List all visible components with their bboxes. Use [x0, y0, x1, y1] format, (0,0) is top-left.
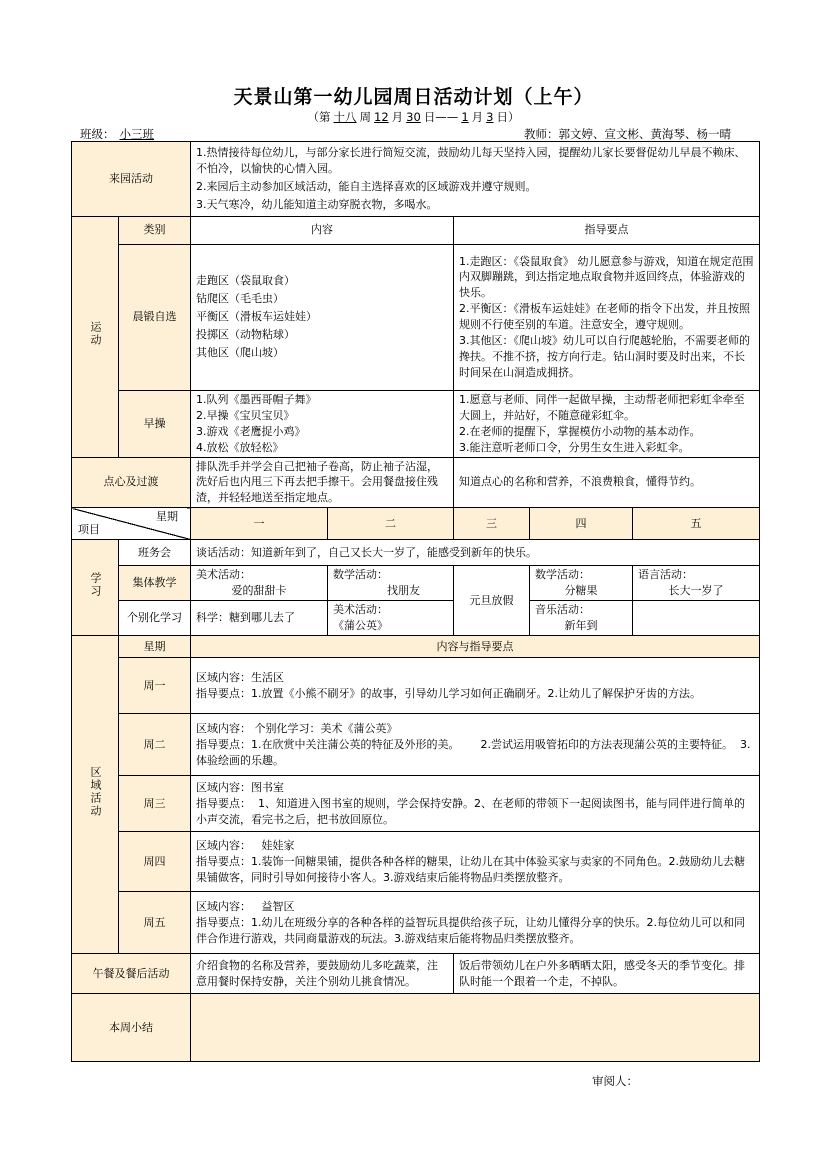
area-header-row: [72, 636, 760, 658]
area-day: 周三: [119, 776, 191, 832]
reviewer-label: 审阅人：: [592, 1074, 638, 1088]
sports-label: [72, 216, 119, 457]
individual-tue: [328, 601, 454, 636]
date-range: [0, 109, 827, 125]
snack-label: 点心及过渡: [72, 457, 191, 508]
group-mon: [191, 566, 328, 601]
guide-point: 1.走跑区：《袋鼠取食》 幼儿愿意参与游戏，知道在规定范围内双脚蹦跳，到达指定地点取食物并返回终点，体验游戏的快乐。: [459, 254, 754, 300]
col-category: 类别: [119, 216, 191, 244]
day-thursday: 四: [530, 508, 633, 540]
day-monday: 一: [191, 508, 328, 540]
summary-row: [72, 994, 760, 1062]
month-unit-2: 月: [471, 110, 484, 124]
arrival-label: 来园活动: [72, 142, 191, 217]
snack-row: [72, 457, 760, 508]
arrival-line: 3.天气寒冷，幼儿能知道主动穿脱衣物，多喝水。: [196, 197, 438, 211]
area-day: 周五: [119, 892, 191, 954]
morning-exercise-label: 晨锻自选: [119, 244, 191, 390]
end-month: 1: [461, 110, 469, 124]
class-label: 班级：: [80, 127, 115, 141]
day-dash: 日——: [423, 110, 459, 124]
subject: 音乐活动：: [535, 603, 590, 617]
guide-point: 3.其他区：《爬山坡》幼儿可以自行爬越轮胎，不需要老师的搀扶。不推不挤，按方向行走。钻山洞时要及时出来，不长时间呆在山洞造成拥挤。: [459, 334, 750, 380]
area-label: [72, 636, 119, 954]
class-meeting-row: [72, 540, 760, 566]
area-row: [72, 658, 760, 714]
area-row: [72, 892, 760, 954]
area-content: [191, 776, 760, 832]
area-points: 指导要点：1.装饰一间糖果铺，提供各种各样的糖果，让幼儿在其中体验买家与卖家的不同角色。2.鼓励幼儿去糖果铺做客，同时引导如何接待小客人。3.游戏结束后能将物品归类摆放整齐。: [196, 854, 745, 884]
subject: 数学活动：: [535, 568, 590, 582]
group-wed-holiday: 元旦放假: [454, 566, 530, 636]
class-info: [80, 126, 159, 142]
guide-point: 2.平衡区：《滑板车运娃娃》在老师的指令下出发，并且按照规则不行使至别的车道。注意安全，遵守规则。: [459, 302, 750, 332]
area-points: 指导要点：1.放置《小熊不刷牙》的故事，引导幼儿学习如何正确刷牙。2.让幼儿了解保护牙齿的方法。: [196, 686, 701, 700]
area-day: 周四: [119, 832, 191, 892]
lesson-title: 分糖果: [564, 584, 598, 598]
subject: 美术活动：: [196, 568, 251, 582]
subtitle-prefix: （第: [307, 110, 331, 124]
week-unit: 周: [359, 110, 372, 124]
sports-label-text: 运动: [88, 321, 102, 348]
drill-item: 1.队列《墨西哥帽子舞》: [196, 392, 317, 406]
zone-item: 走跑区（袋鼠取食）: [196, 274, 295, 288]
zone-item: 钻爬区（毛毛虫）: [196, 292, 284, 306]
individual-mon: 科学：糖到哪儿去了: [191, 601, 328, 636]
area-col-day: 星期: [119, 636, 191, 658]
area-label-text: 区域活动: [88, 766, 102, 819]
area-zone: 区域内容： 娃娃家: [196, 838, 295, 852]
arrival-row: [72, 142, 760, 217]
study-label-text: 学习: [88, 572, 102, 599]
lunch-row: [72, 954, 760, 994]
lunch-content: 介绍食物的名称及营养，要鼓励幼儿多吃蔬菜，注意用餐时保持安静，关注个别幼儿挑食情况。: [191, 954, 454, 994]
sports-header-row: [72, 216, 760, 244]
individual-thu: [530, 601, 633, 636]
weekday-item-corner: [72, 508, 191, 540]
day-friday: 五: [633, 508, 760, 540]
group-teaching-label: 集体教学: [119, 566, 191, 601]
lesson-title: 《蒲公英》: [333, 619, 388, 633]
drill-item: 2.早操《宝贝宝贝》: [196, 408, 295, 422]
individual-learning-label: 个别化学习: [119, 601, 191, 636]
summary-label: 本周小结: [72, 994, 191, 1062]
area-content: [191, 658, 760, 714]
end-day: 3: [486, 110, 494, 124]
morning-exercise-items: [191, 244, 454, 390]
class-meeting-label: 班务会: [119, 540, 191, 566]
area-col-content: 内容与指导要点: [191, 636, 760, 658]
area-points: 指导要点： 1、知道进入图书室的规则，学会保持安静。2、在老师的带领下一起阅读图书，能与同伴进行简单的小声交流，看完书之后，把书放回原位。: [196, 796, 745, 826]
weekday-header-row: [72, 508, 760, 540]
group-fri: [633, 566, 760, 601]
morning-drill-label: 早操: [119, 390, 191, 457]
lesson-title: 新年到: [564, 619, 598, 633]
corner-weekday: 星期: [156, 510, 178, 524]
group-thu: [530, 566, 633, 601]
area-points: 指导要点：1.在欣赏中关注蒲公英的特征及外形的美。 2.尝试运用吸管拓印的方法表现蒲公英的主要特征。 3.体验绘画的乐趣。: [196, 737, 751, 767]
lesson-title: 长大一岁了: [668, 584, 724, 598]
summary-content: [191, 994, 760, 1062]
zone-item: 其他区（爬山坡）: [196, 346, 284, 360]
arrival-line: 2.来园后主动参加区域活动，能自主选择喜欢的区域游戏并遵守规则。: [196, 179, 537, 193]
corner-item: 项目: [78, 523, 100, 537]
morning-drill-items: [191, 390, 454, 457]
area-zone: 区域内容：生活区: [196, 670, 284, 684]
plan-table: [71, 141, 760, 1062]
arrival-line: 1.热情接待每位幼儿，与部分家长进行简短交流，鼓励幼儿每天坚持入园，提醒幼儿家长要督促幼儿早晨不赖床、不怕冷，以愉快的心情入园。: [196, 146, 746, 175]
area-zone: 区域内容： 益智区: [196, 899, 295, 913]
area-row: [72, 714, 760, 776]
class-meeting-content: 谈话活动：知道新年到了，自己又长大一岁了，能感受到新年的快乐。: [191, 540, 760, 566]
area-day: 周二: [119, 714, 191, 776]
snack-points: 知道点心的名称和营养，不浪费粮食，懂得节约。: [454, 457, 760, 508]
end-unit: 日）: [496, 110, 520, 124]
day-tuesday: 二: [328, 508, 454, 540]
col-points: 指导要点: [454, 216, 760, 244]
lesson-title: 找朋友: [387, 584, 420, 598]
drill-item: 4.放松《放轻松》: [196, 440, 284, 454]
group-tue: [328, 566, 454, 601]
morning-exercise-points: [454, 244, 760, 390]
area-day: 周一: [119, 658, 191, 714]
zone-item: 平衡区（滑板车运娃娃）: [196, 310, 317, 324]
start-month: 12: [374, 110, 389, 124]
week-number: 十八: [333, 110, 357, 124]
morning-exercise-row: [72, 244, 760, 390]
zone-item: 投掷区（动物粘球）: [196, 328, 295, 342]
subject: 美术活动：: [333, 603, 388, 617]
subject: 数学活动：: [333, 568, 388, 582]
teacher-list: 教师：郭文婷、宣文彬、黄海琴、杨一晴: [524, 127, 731, 141]
col-content: 内容: [191, 216, 454, 244]
class-value: 小三班: [119, 127, 154, 141]
drill-item: 3.游戏《老鹰捉小鸡》: [196, 424, 306, 438]
individual-learning-row: [72, 601, 760, 636]
subject: 语言活动：: [638, 568, 693, 582]
guide-point: 2.在老师的提醒下，掌握模仿小动物的基本动作。: [459, 424, 701, 438]
month-unit: 月: [391, 110, 404, 124]
page-title: 天景山第一幼儿园周日活动计划（上午）: [233, 86, 594, 108]
morning-drill-row: [72, 390, 760, 457]
arrival-content: [191, 142, 760, 217]
area-row: [72, 832, 760, 892]
individual-fri: [633, 601, 760, 636]
snack-content: 排队洗手并学会自己把袖子卷高，防止袖子沾湿，洗好后也内甩三下再去把手擦干。会用餐盘接住残渣，并轻轻地送至指定地点。: [191, 457, 454, 508]
area-content: [191, 892, 760, 954]
morning-drill-points: [454, 390, 760, 457]
area-zone: 区域内容： 个别化学习：美术《蒲公英》: [196, 721, 398, 735]
lunch-label: 午餐及餐后活动: [72, 954, 191, 994]
study-label: [72, 540, 119, 636]
area-row: [72, 776, 760, 832]
day-wednesday: 三: [454, 508, 530, 540]
start-day: 30: [406, 110, 421, 124]
area-zone: 区域内容：图书室: [196, 780, 284, 794]
area-content: [191, 832, 760, 892]
lesson-title: 爱的甜甜卡: [231, 584, 287, 598]
group-teaching-row: [72, 566, 760, 601]
guide-point: 1.愿意与老师、同伴一起做早操，主动帮老师把彩虹伞牵至大圆上，并站好，不随意碰彩虹伞。: [459, 392, 745, 422]
area-points: 指导要点：1.幼儿在班级分享的各种各样的益智玩具提供给孩子玩，让幼儿懂得分享的快乐。2.每位幼儿可以和同伴合作进行游戏，共同商量游戏的玩法。3.游戏结束后能将物品归类摆放整齐。: [196, 915, 745, 945]
guide-point: 3.能注意听老师口令，分男生女生进入彩虹伞。: [459, 440, 690, 454]
lunch-points: 饭后带领幼儿在户外多晒晒太阳，感受冬天的季节变化。排队时能一个跟着一个走，不掉队。: [454, 954, 760, 994]
area-content: [191, 714, 760, 776]
